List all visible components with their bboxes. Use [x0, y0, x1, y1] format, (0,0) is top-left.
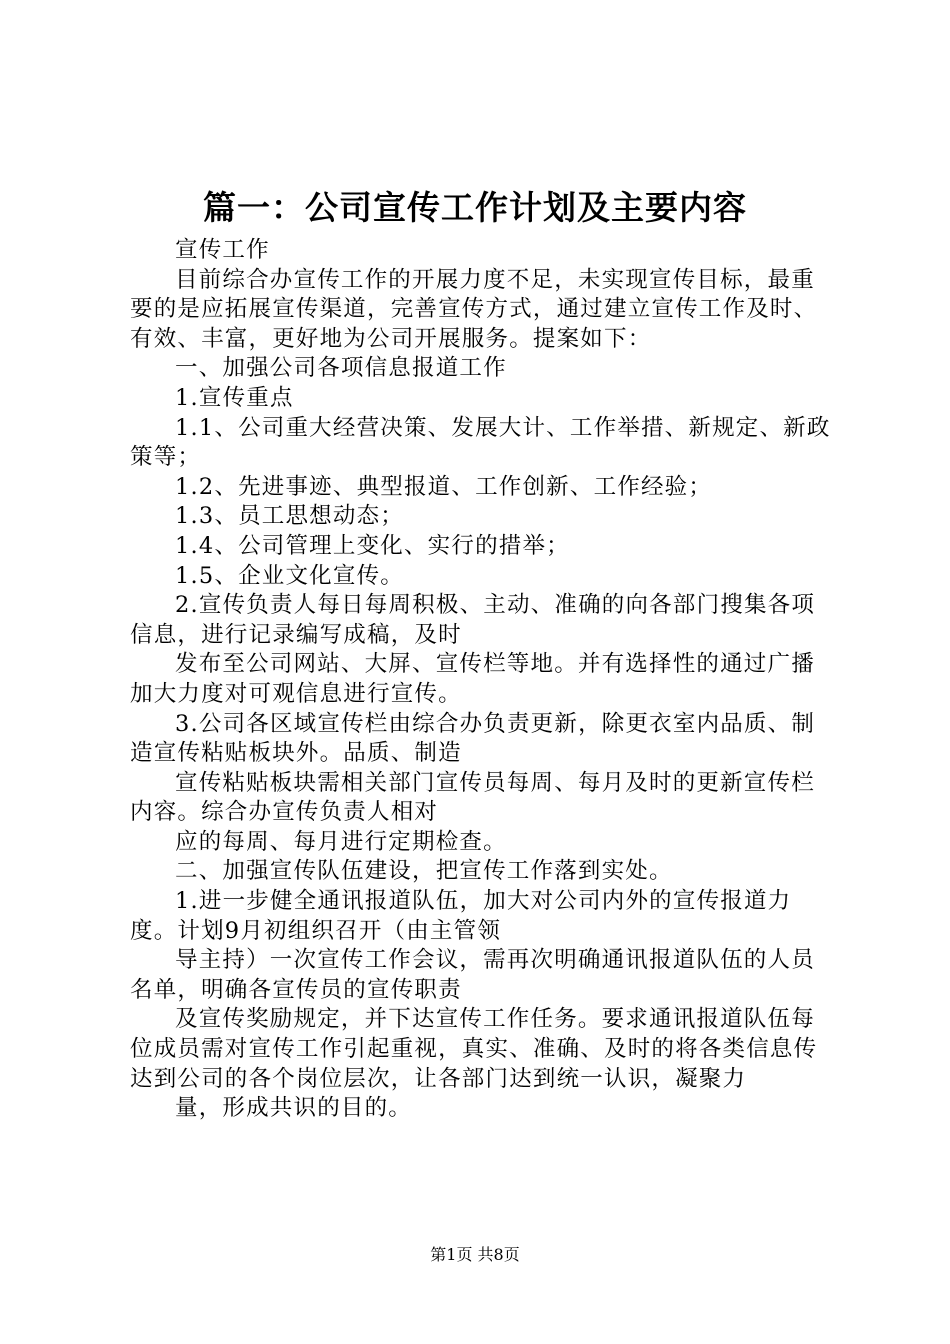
paragraph: 目前综合办宣传工作的开展力度不足，未实现宣传目标，最重要的是应拓展宣传渠道，完善宣传方式，通过建立宣传工作及时、有效、丰富，更好地为公司开展服务。提案如下：	[130, 266, 818, 352]
paragraph: 3.公司各区域宣传栏由综合办负责更新，除更衣室内品质、制造宣传粘贴板块外。品质、制造	[130, 710, 816, 767]
paragraph: 二、加强宣传队伍建设，把宣传工作落到实处。	[175, 858, 673, 885]
paragraph: 导主持）一次宣传工作会议，需再次明确通讯报道队伍的人员名单，明确各宣传员的宣传职责	[130, 947, 815, 1003]
paragraph: 1.1、公司重大经营决策、发展大计、工作举措、新规定、新政策等；	[130, 414, 831, 471]
paragraph: 1.3、员工思想动态；	[175, 503, 404, 530]
document-body	[130, 236, 832, 1124]
paragraph: 一、加强公司各项信息报道工作	[175, 355, 507, 382]
paragraph: 宣传工作	[175, 237, 270, 263]
paragraph: 宣传粘贴板块需相关部门宣传员每周、每月及时的更新宣传栏内容。综合办宣传负责人相对	[130, 769, 815, 826]
paragraph: 1.进一步健全通讯报道队伍，加大对公司内外的宣传报道力度。计划9月初组织召开（由主管领	[130, 888, 792, 944]
page-footer: 第1页 共8页	[430, 1245, 520, 1264]
paragraph: 量，形成共识的目的。	[175, 1095, 413, 1122]
paragraph: 1.宣传重点	[175, 384, 294, 411]
paragraph: 发布至公司网站、大屏、宣传栏等地。并有选择性的通过广播加大力度对可观信息进行宣传。	[130, 651, 815, 707]
paragraph: 1.2、先进事迹、典型报道、工作创新、工作经验；	[175, 473, 713, 500]
paragraph: 1.4、公司管理上变化、实行的措举；	[175, 532, 570, 559]
document-title: 篇一：公司宣传工作计划及主要内容	[203, 188, 747, 227]
paragraph: 及宣传奖励规定，并下达宣传工作任务。要求通讯报道队伍每位成员需对宣传工作引起重视，真实、准确、及时的将各类信息传达到公司的各个岗位层次，让各部门达到统一认识，凝聚力	[130, 1006, 818, 1092]
paragraph: 2.宣传负责人每日每周积极、主动、准确的向各部门搜集各项信息，进行记录编写成稿，及时	[130, 592, 816, 648]
paragraph: 1.5、企业文化宣传。	[175, 562, 404, 589]
paragraph: 应的每周、每月进行定期检查。	[175, 828, 507, 855]
